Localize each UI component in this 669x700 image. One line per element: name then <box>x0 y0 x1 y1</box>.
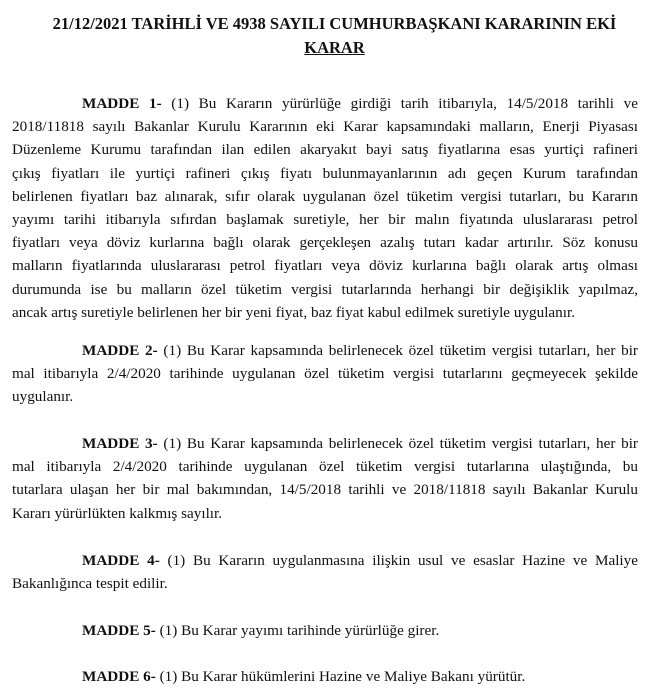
article-line: ancak artış suretiyle belirlenen her bir yeni fiyat, baz fiyat kabul edilmek suretiyle uygulanır. <box>12 303 576 321</box>
article-label: MADDE 1- <box>82 95 162 112</box>
article-line: tutarlara ulaşan her bir mal bakımından, 14/5/2018 tarihli ve 2018/11818 sayılı Bakanlar Kurulu <box>12 481 638 499</box>
article-line: durumunda ise bu malların özel tüketim vergisi tutarlarında herhangi bir değişiklik yapılmaz, <box>12 280 638 298</box>
article-line: mal itibarıyla 2/4/2020 tarihinde uygulanan özel tüketim vergisi tutarlarını geçmeyecek şekilde <box>12 365 638 383</box>
article-line: Kararı yürürlükten kalkmış sayılır. <box>12 504 223 522</box>
article-line: uygulanır. <box>12 388 74 406</box>
article-1 <box>12 92 638 324</box>
article-line <box>12 619 638 642</box>
article-line: yayımı tarihi itibarıyla sıfırdan başlamak suretiyle, her bir malın fiyatında uluslararası petrol <box>12 211 638 229</box>
article-4 <box>12 549 638 595</box>
article-text: (1) Bu Karar kapsamında belirlenecek özel tüketim vergisi tutarları, her bir <box>163 342 638 359</box>
article-text: (1) Bu Karar hükümlerini Hazine ve Maliye Bakanı yürütür. <box>159 668 526 685</box>
article-text: (1) Bu Kararın yürürlüğe girdiği tarih itibarıyla, 14/5/2018 tarihli ve <box>171 95 638 112</box>
document-subtitle: KARAR <box>304 38 365 57</box>
article-label: MADDE 5- <box>82 622 156 639</box>
article-text: (1) Bu Kararın uygulanmasına ilişkin usul ve esaslar Hazine ve Maliye <box>167 552 638 569</box>
article-3 <box>12 432 638 525</box>
article-line: 2018/11818 sayılı Bakanlar Kurulu Kararının eki Karar kapsamındaki malların, Enerji Piyasası <box>12 118 638 136</box>
article-text: (1) Bu Karar yayımı tarihinde yürürlüğe girer. <box>159 622 440 639</box>
article-line: malların fiyatlarında uluslararası petrol fiyatları veya döviz kurlarına bağlı olarak artış olması <box>12 257 638 275</box>
article-label: MADDE 2- <box>82 342 158 359</box>
article-label: MADDE 3- <box>82 435 158 452</box>
article-line: çıkış fiyatları ile yurtiçi rafineri çıkış fiyatı bulunmayanlarının adı geçen Kurum tarafından <box>12 164 638 182</box>
article-label: MADDE 6- <box>82 668 156 685</box>
article-5 <box>12 619 638 642</box>
article-line <box>12 339 638 362</box>
article-line: mal itibarıyla 2/4/2020 tarihinde uygulanan özel tüketim vergisi tutarlarına ulaştığında, bu <box>12 458 638 476</box>
article-line <box>12 549 638 572</box>
article-line: Düzenleme Kurumu tarafından ilan edilen akaryakıt bayi satış fiyatlarına esas yurtiçi rafineri <box>12 141 638 159</box>
article-text: (1) Bu Karar kapsamında belirlenecek özel tüketim vergisi tutarları, her bir <box>163 435 638 452</box>
article-line: belirlenen fiyatları baz alınarak, sıfır olarak uygulanan özel tüketim vergisi tutarları, bu Kararın <box>12 187 638 205</box>
article-line <box>12 432 638 455</box>
article-line: fiyatları veya döviz kurlarına bağlı olarak gerçekleşen azalış tutarı kadar artırılır. Söz konusu <box>12 234 638 252</box>
article-label: MADDE 4- <box>82 552 160 569</box>
article-6 <box>12 665 638 688</box>
document-title: 21/12/2021 TARİHLİ VE 4938 SAYILI CUMHURBAŞKANI KARARININ EKİ <box>52 14 617 33</box>
article-line <box>12 92 638 115</box>
article-line: Bakanlığınca tespit edilir. <box>12 575 168 593</box>
article-line <box>12 665 638 688</box>
article-2 <box>12 339 638 409</box>
